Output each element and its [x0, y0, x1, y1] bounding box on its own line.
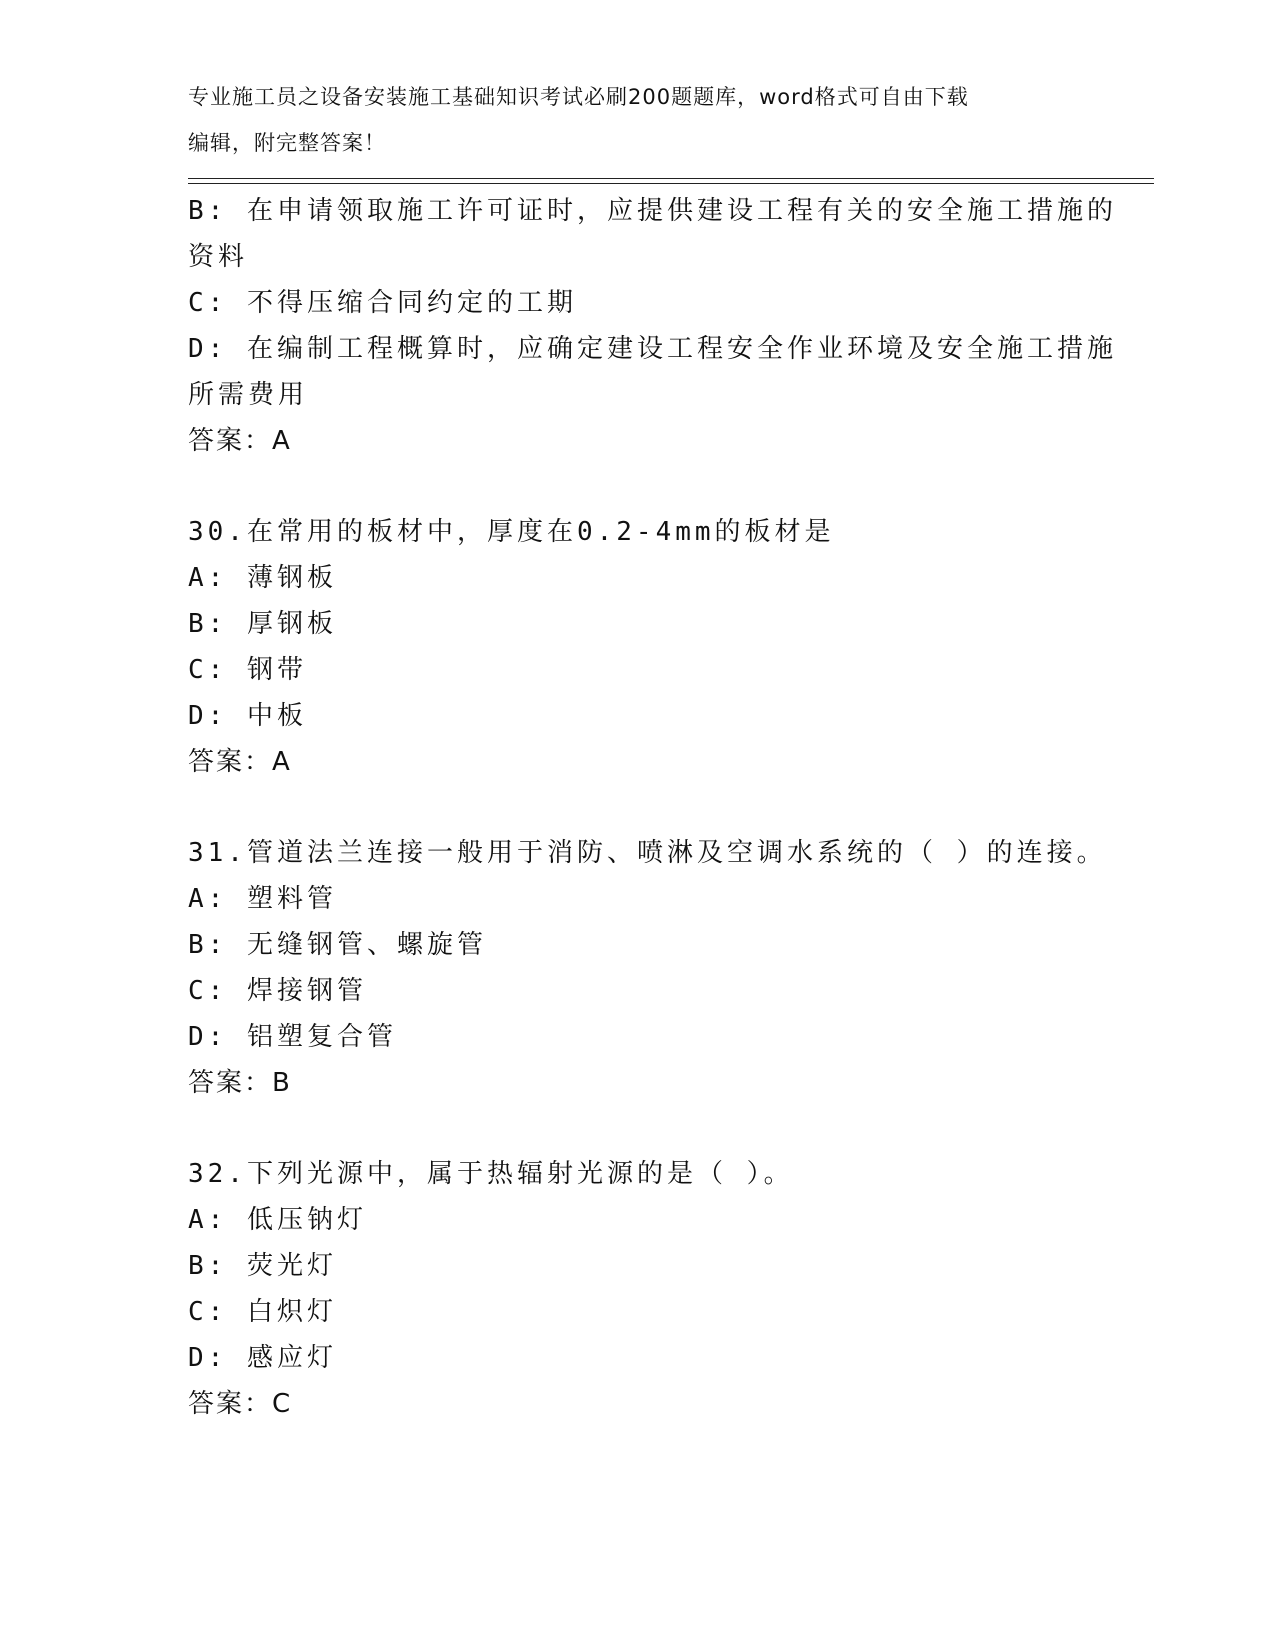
- option-b: B: 在申请领取施工许可证时，应提供建设工程有关的安全施工措施的: [188, 196, 1117, 226]
- option-a: A: 薄钢板: [188, 563, 337, 593]
- header-divider-bottom: [188, 183, 1154, 184]
- option-c: C: 不得压缩合同约定的工期: [188, 288, 577, 318]
- option-d: D: 感应灯: [188, 1343, 337, 1373]
- option-b-continued: 资料: [188, 242, 249, 272]
- question-content: [188, 188, 1117, 1427]
- option-d-continued: 所需费用: [188, 380, 309, 410]
- option-a: A: 塑料管: [188, 884, 337, 914]
- prev-question-block: [188, 188, 1117, 464]
- option-c: C: 钢带: [188, 655, 307, 685]
- option-c: C: 焊接钢管: [188, 976, 367, 1006]
- question-block-32: [188, 1151, 1088, 1427]
- question-gap: [188, 785, 1088, 830]
- answer: 答案：C: [188, 1389, 293, 1419]
- document-header: [188, 74, 1088, 166]
- question-stem: 32.下列光源中，属于热辐射光源的是（ ）。: [188, 1159, 794, 1189]
- option-a: A: 低压钠灯: [188, 1205, 367, 1235]
- option-c: C: 白炽灯: [188, 1297, 337, 1327]
- option-d: D: 在编制工程概算时，应确定建设工程安全作业环境及安全施工措施: [188, 334, 1117, 364]
- option-b: B: 厚钢板: [188, 609, 337, 639]
- question-gap: [188, 1106, 1088, 1151]
- answer: 答案：A: [188, 426, 292, 456]
- answer: 答案：A: [188, 747, 292, 777]
- option-b: B: 荧光灯: [188, 1251, 337, 1281]
- option-d: D: 铝塑复合管: [188, 1022, 397, 1052]
- header-divider-top: [188, 178, 1154, 179]
- option-b: B: 无缝钢管、螺旋管: [188, 930, 487, 960]
- question-gap: [188, 464, 1088, 509]
- header-title-line-1: 专业施工员之设备安装施工基础知识考试必刷200题题库，word格式可自由下载: [188, 85, 969, 109]
- option-d: D: 中板: [188, 701, 307, 731]
- question-stem: 31.管道法兰连接一般用于消防、喷淋及空调水系统的（ ）的连接。: [188, 838, 1107, 868]
- question-stem: 30.在常用的板材中，厚度在0.2-4mm的板材是: [188, 517, 835, 547]
- question-block-31: [188, 830, 1107, 1106]
- answer: 答案：B: [188, 1068, 292, 1098]
- header-title-line-2: 编辑，附完整答案！: [188, 131, 386, 155]
- question-block-30: [188, 509, 1088, 785]
